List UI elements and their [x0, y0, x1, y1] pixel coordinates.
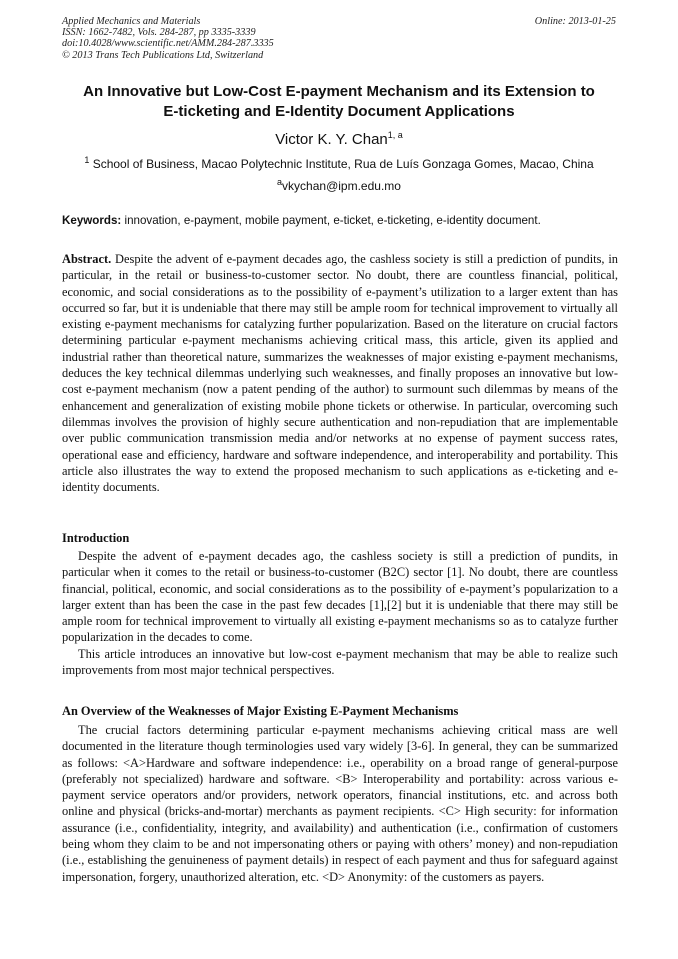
section-heading-introduction: Introduction: [62, 531, 130, 545]
section-heading-overview: An Overview of the Weaknesses of Major Existing E-Payment Mechanisms: [62, 704, 459, 718]
abstract-text: Despite the advent of e-payment decades ago, the cashless society is still a prediction of pundits, in particular, in the retail or business-to-customer sector. No doubt, there are countless financial, political, economic, and social considerations as to the possibility of e-payment’s utilization to a larger extent than has occurred so far, but it is undeniable that there may still be ample room for technical improvement to virtually all existing e-payment mechanisms for catalyzing further popularization. Based on the literature on crucial factors determining particular e-payment mechanisms achieving critical mass, this article, given its applied and industrial rather than theoretical nature, summarizes the weaknesses of major existing e-payment mechanisms, deduces the key technical dilemmas underlying such weaknesses, and finally proposes an innovative but low-cost e-payment mechanism (now a patent pending of the author) to surmount such dilemmas by means of the enhancement and generalization of existing mobile phone tickets or otherwise. In particular, overcoming such dilemmas involves the provision of highly secure authentication and non-repudiation that are implementable over public communication transmission media and/or networks at no expense of payment success rates, operational ease and efficiency, hardware and software independence, and interoperability and portability. This article also illustrates the way to extend the proposed mechanism to such applications as e-ticketing and e-identity documents.: [62, 252, 618, 495]
abstract-label: Abstract.: [62, 252, 112, 266]
email-address: vkychan@ipm.edu.mo: [282, 179, 401, 193]
journal-copyright: © 2013 Trans Tech Publications Ltd, Switzerland: [62, 49, 264, 61]
paper-title: [50, 82, 628, 122]
journal-doi: doi:10.4028/www.scientific.net/AMM.284-287.3335: [62, 38, 274, 50]
affiliation-superscript: 1: [84, 155, 90, 165]
journal-info: [62, 16, 274, 61]
abstract: [62, 251, 618, 495]
affiliation: [0, 157, 678, 171]
email-superscript: a: [277, 177, 283, 187]
affiliation-text: School of Business, Macao Polytechnic Institute, Rua de Luís Gonzaga Gomes, Macao, China: [92, 157, 594, 171]
overview-paragraph: The crucial factors determining particular e-payment mechanisms achieving critical mass are well documented in the literature though terminologies used vary widely [3-6]. In general, they can be summarized as follows: <A>Hardware and software independence: i.e., operability on a broad range of general-purpose (preferably not specialized) hardware and software. <B> Interoperability and portability: across various e-payment service operators and/or providers, network operators, financial institutions, etc. and across both online and physical (bricks-and-mortar) merchants as payment recipients. <C> High security: for information assurance (i.e., confidentiality, integrity, and availability) and authentication (i.e., confirmation of customers being whom they claim to be and not impersonating others or paying with others’ money) and non-repudiation (i.e., establishing the genuineness of payment details) in respect of each payment and thus for safeguard against impersonation, forgery, unauthorized alteration, etc. <D> Anonymity: of the customers as payers.: [62, 723, 618, 884]
author-superscript: 1, a: [387, 130, 403, 140]
author-line: [0, 131, 678, 148]
journal-issn: ISSN: 1662-7482, Vols. 284-287, pp 3335-3339: [62, 27, 256, 39]
paper-title-line-1: An Innovative but Low-Cost E-payment Mechanism and its Extension to: [83, 83, 595, 100]
overview-body: [62, 722, 618, 885]
introduction-paragraph: Despite the advent of e-payment decades ago, the cashless society is still a prediction of pundits, in particular when it comes to the retail or business-to-customer (B2C) sector [1]. No doubt, there are countless financial, political, economic, and social considerations as to the possibility of e-payment’s popularization to a larger extent than has been the case in the past few decades [1],[2] but it is undeniable that there may still be ample room for technical improvement to virtually all existing e-payment mechanisms so as to catalyze further popularization in the decades to come.: [62, 549, 618, 645]
author-email: [0, 179, 678, 193]
journal-header: [62, 16, 616, 61]
keywords-text: innovation, e-payment, mobile payment, e-ticket, e-ticketing, e-identity document.: [124, 214, 541, 227]
introduction-paragraph: This article introduces an innovative but low-cost e-payment mechanism that may be able to realize such improvements from most major technical perspectives.: [62, 646, 618, 678]
keywords: [62, 214, 618, 227]
author-name: Victor K. Y. Chan: [275, 131, 388, 148]
online-date: Online: 2013-01-25: [534, 16, 616, 27]
journal-name: Applied Mechanics and Materials: [62, 16, 201, 27]
introduction-body: [62, 548, 618, 678]
keywords-label: Keywords:: [62, 214, 122, 227]
paper-title-line-2: E-ticketing and E-Identity Document Applications: [163, 103, 515, 120]
